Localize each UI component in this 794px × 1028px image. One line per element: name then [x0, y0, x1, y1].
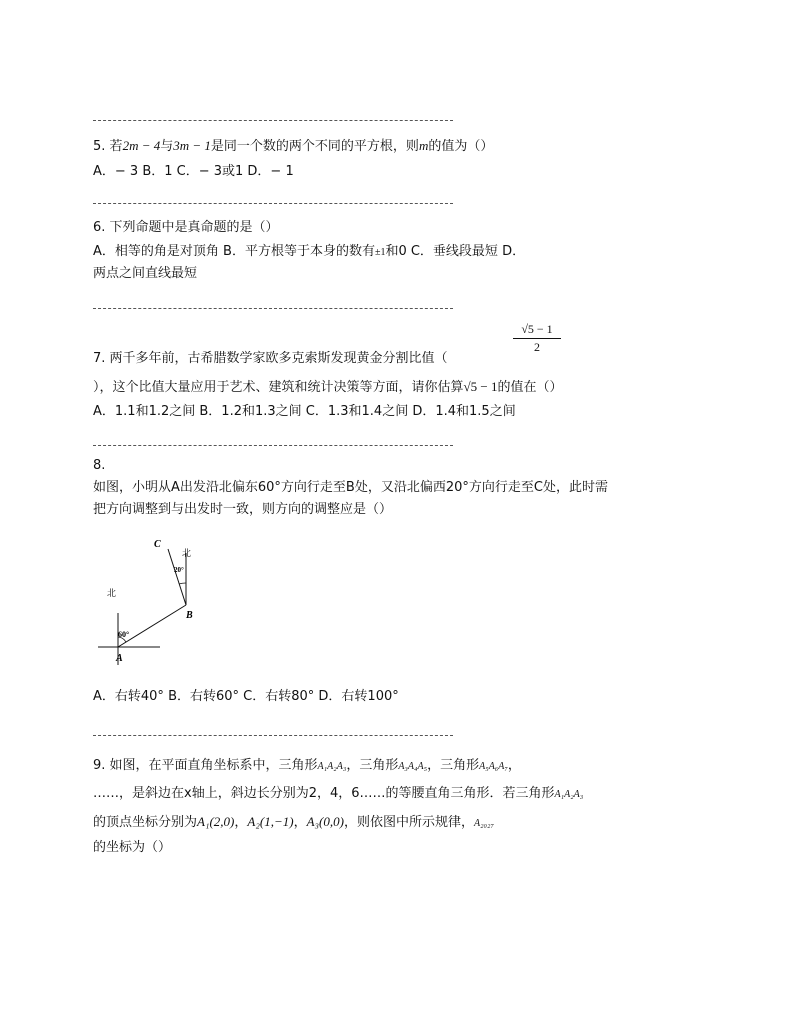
question-8-stem-line1: 如图，小明从A出发沿北偏东60°方向行走至B处，又沿北偏西20°方向行走至C处，此时需 — [93, 480, 608, 495]
separator-4 — [93, 445, 453, 446]
question-9-stem-line4: 的坐标为（） — [93, 840, 172, 855]
question-5-stem: 5. 若2m − 4与3m − 1是同一个数的两个不同的平方根，则m的值为（） — [93, 138, 494, 154]
question-7-stem-line1: 7. 两千多年前，古希腊数学家欧多克索斯发现黄金分割比值（ — [93, 351, 448, 366]
sqrt5-minus-1: √5 − 1 — [463, 379, 498, 394]
label-c: C — [154, 539, 161, 550]
question-7-stem-line2: ），这个比值大量应用于艺术、建筑和统计决策等方面，请你估算√5 − 1的值在（） — [93, 379, 563, 395]
label-north-a: 北 — [107, 588, 117, 598]
triangle-a3a4a5: A₃A₄A₅ — [398, 761, 428, 772]
label-angle-20: 20° — [174, 566, 184, 574]
separator-1 — [93, 120, 453, 121]
question-6-options-line1: A．相等的角是对顶角 B．平方根等于本身的数有±1和0 C．垂线段最短 D． — [93, 244, 526, 259]
separator-2 — [93, 203, 453, 204]
label-b: B — [186, 610, 193, 621]
point-a2027: A₂₀₂₇ — [473, 818, 494, 829]
question-6-options-line2: 两点之间直线最短 — [93, 266, 198, 281]
path-ab — [118, 605, 186, 647]
separator-5 — [93, 735, 453, 736]
golden-ratio-fraction: √5 − 1 2 — [513, 322, 561, 355]
expr-2m-4: 2m − 4 — [122, 138, 161, 153]
question-8-stem-line2: 把方向调整到与出发时一致，则方向的调整应是（） — [93, 502, 393, 517]
separator-3 — [93, 308, 453, 309]
point-a2: A₂(1,−1) — [247, 814, 294, 829]
question-9-stem-line2: ……，是斜边在x轴上，斜边长分别为2，4，6……的等腰直角三角形．若三角形A₁A₂A₃ — [93, 786, 584, 801]
expr-3m-1: 3m − 1 — [173, 138, 211, 153]
question-9-stem-line3: 的顶点坐标分别为A₁(2,0)，A₂(1,−1)，A₃(0,0)，则依图中所示规律，A₂₀₂₇ — [93, 814, 494, 830]
point-a3: A₃(0,0) — [306, 814, 344, 829]
question-8-number: 8. — [93, 458, 106, 473]
question-6-stem: 6. 下列命题中是真命题的是（） — [93, 220, 279, 235]
label-a: A — [116, 653, 123, 664]
question-7-options: A．1.1和1.2之间 B．1.2和1.3之间 C．1.3和1.4之间 D．1.4和1.5之间 — [93, 404, 516, 419]
question-5-options: A．− 3 B．1 C．− 3或1 D．− 1 — [93, 164, 294, 179]
question-9-stem-line1: 9. 如图，在平面直角坐标系中，三角形A₁A₂A₃，三角形A₃A₄A₅，三角形A₅A₆A₇， — [93, 758, 521, 773]
angle-arc-20 — [179, 583, 186, 584]
question-8-options: A．右转40° B．右转60° C．右转80° D．右转100° — [93, 689, 399, 704]
triangle-a1a2a3: A₁A₂A₃ — [317, 761, 347, 772]
label-angle-60: 60° — [118, 630, 130, 639]
triangle-a5a6a7: A₅A₆A₇ — [479, 761, 508, 772]
triangle-a1a2a3-ref: A₁A₂A₃ — [554, 789, 584, 800]
direction-diagram — [98, 533, 198, 673]
point-a1: A₁(2,0) — [197, 814, 235, 829]
label-north-b: 北 — [182, 548, 192, 558]
